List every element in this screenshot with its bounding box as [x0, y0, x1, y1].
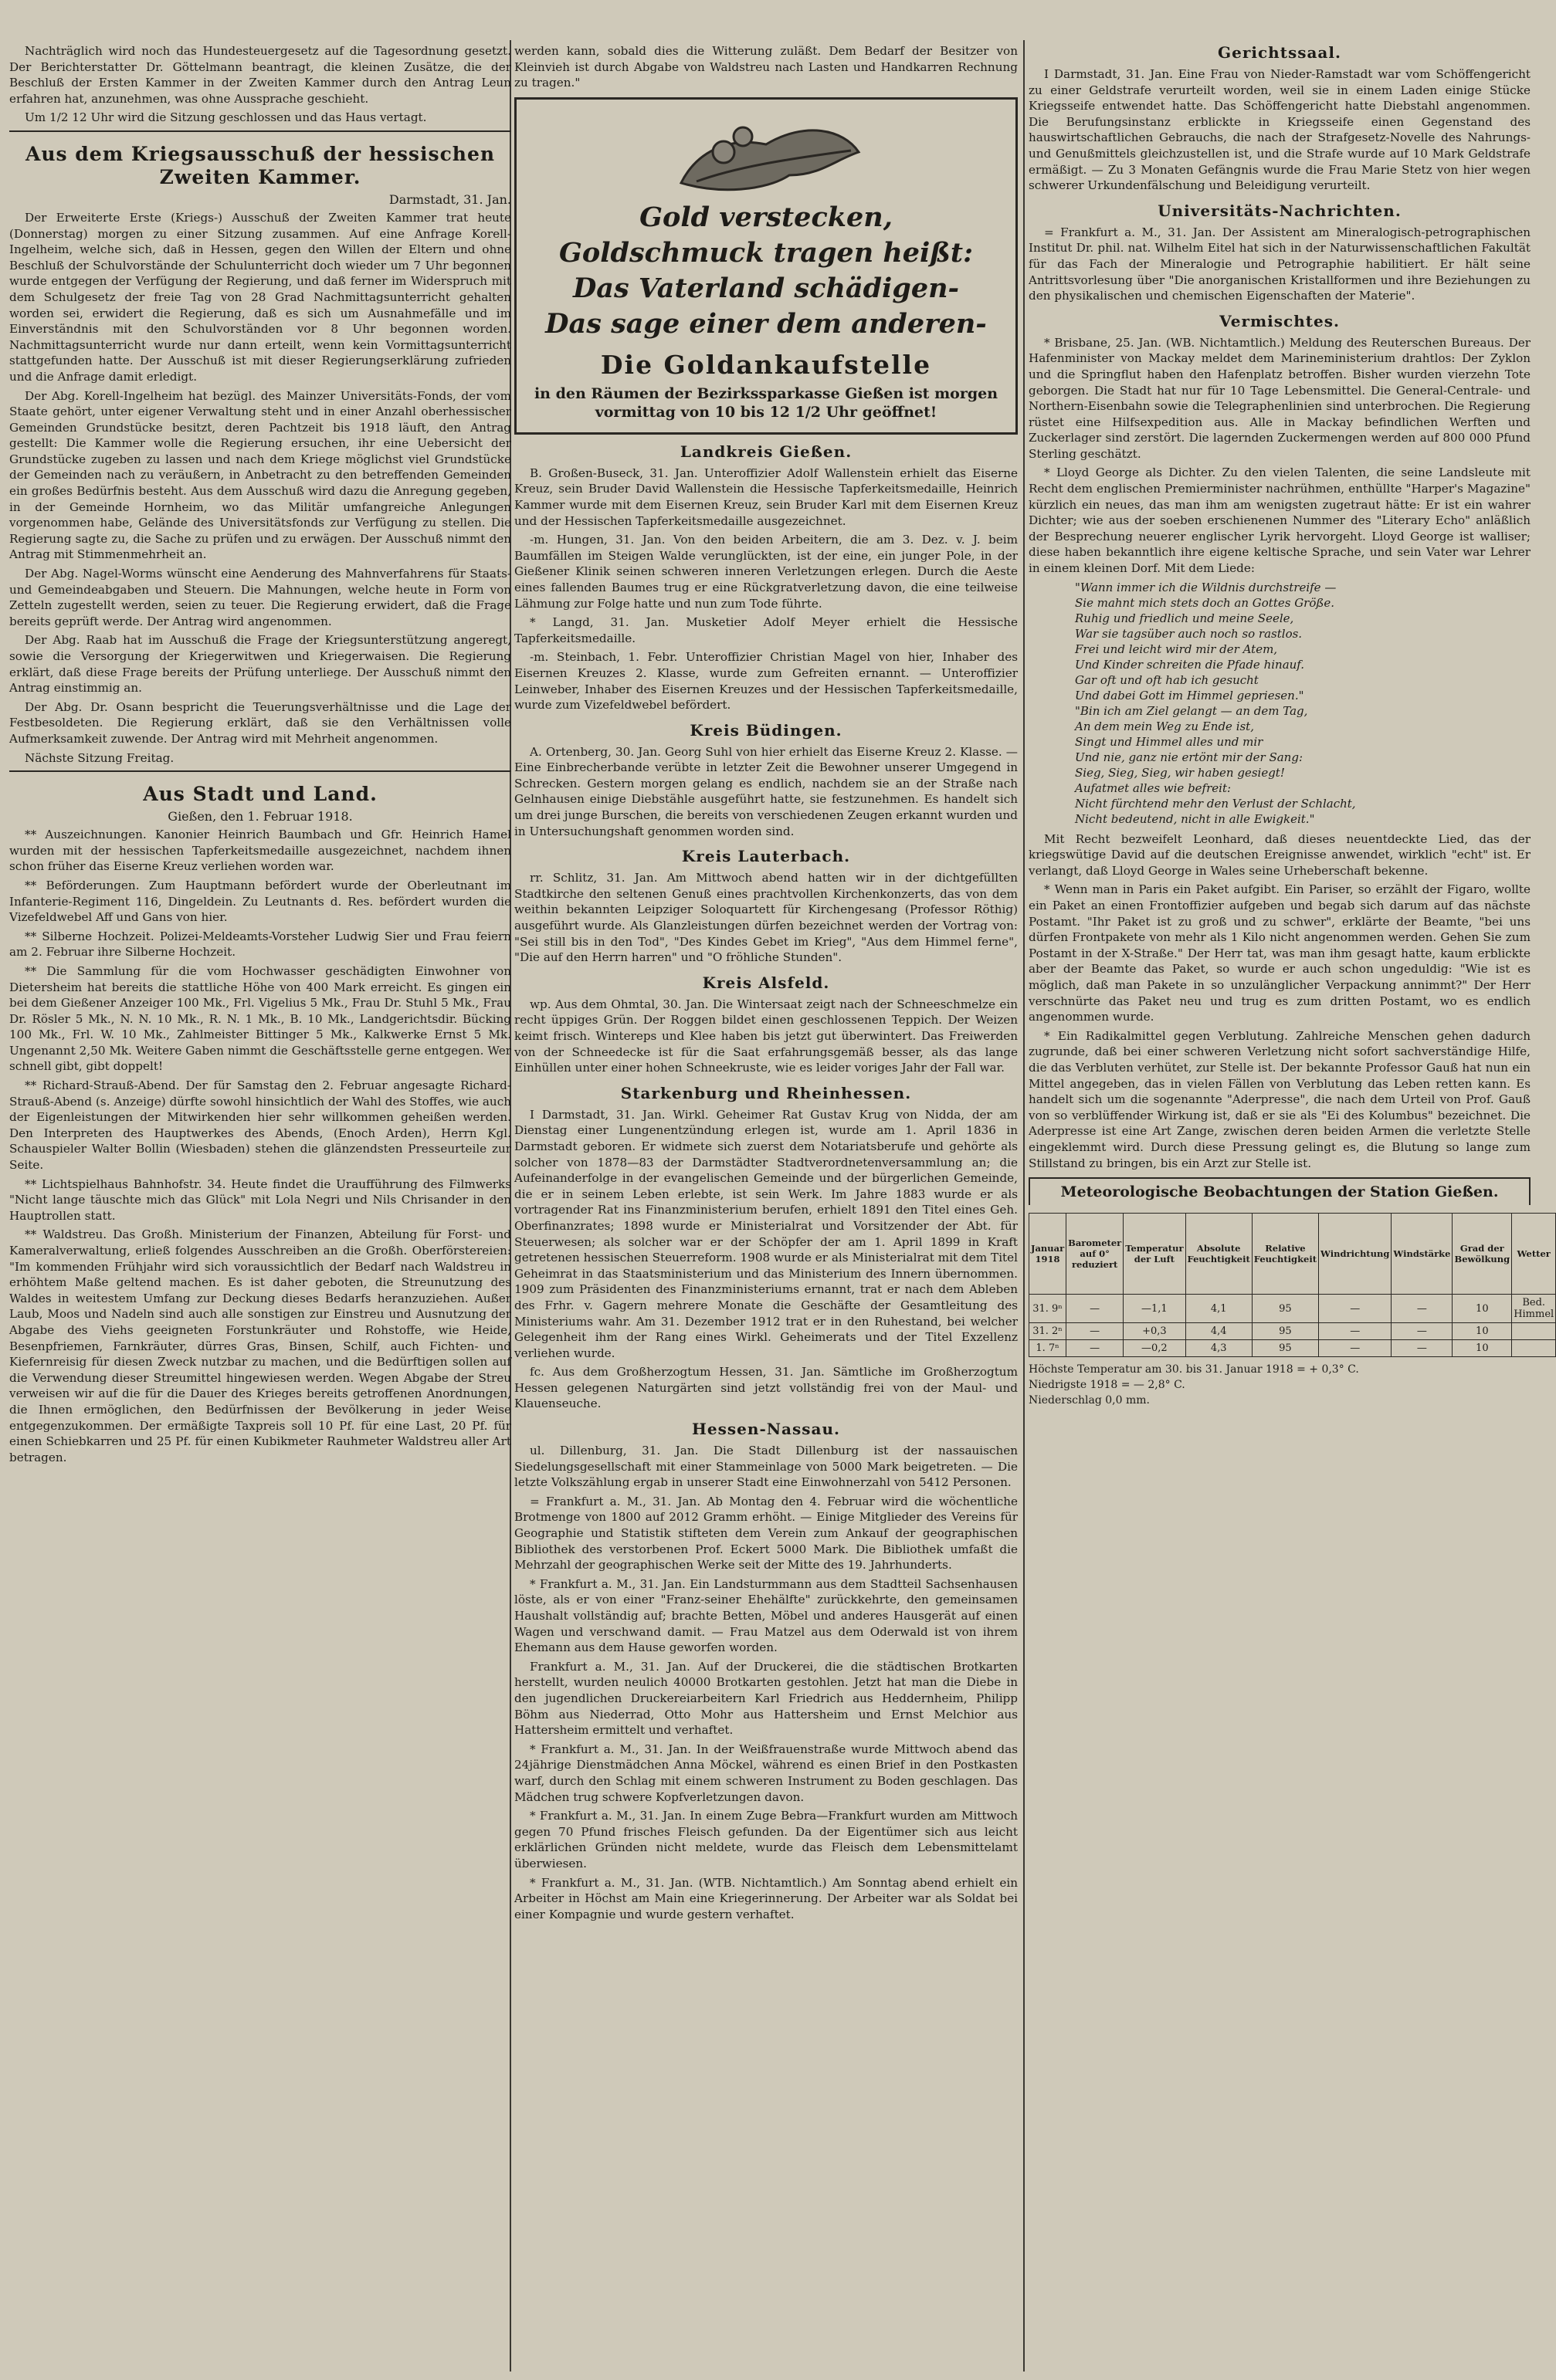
divider [9, 770, 511, 772]
article-paragraph: ** Die Sammlung für die vom Hochwasser geschädigten Einwohner von Dietersheim hat bereits die stattliche Höhe von 400 Mark erreicht. Es gingen ein bei dem Gießener Anzeiger 100 Mk., Frl. Vigelius 5 Mk., Frau Dr. Stuhl 5 Mk., Frau Dr. Rösler 5 Mk., N. N. 10 Mk., R. N. 1 Mk., B. 10 Mk., Landgerichtsdir. Bücking 100 Mk., Frl. W. 10 Mk., Zahlmeister Bittinger 5 Mk., Kalkwerke Ernst 5 Mk. Ungenannt 2,50 Mk. Weitere Gaben nimmt die Geschäftsstelle gerne entgegen. Wer schnell gibt, gibt doppelt! [9, 963, 511, 1074]
table-cell: — [1392, 1323, 1453, 1340]
poem-line: "Wann immer ich die Wildnis durchstreife — [1075, 580, 1337, 594]
table-cell [1512, 1340, 1556, 1357]
meteo-header: Januar 1918 [1029, 1214, 1066, 1295]
article-paragraph: Frankfurt a. M., 31. Jan. Auf der Druckerei, die die städtischen Brotkarten herstellt, wurden neulich 40000 Brotkarten gestohlen. Jetzt hat man die Diebe in den jugendlichen Druckereiarbeitern Karl Friedrich aus Heddernheim, Philipp Böhm aus Niederrad, Otto Mohr aus Hattersheim und Ernst Melchior aus Hattersheim ermittelt und verhaftet. [514, 1659, 1018, 1738]
article-paragraph: -m. Steinbach, 1. Febr. Unteroffizier Christian Magel von hier, Inhaber des Eisernen Kreuzes 2. Klasse, wurde zum Gefreiten ernannt. — Unteroffizier Leinweber, Inhaber des Eisernen Kreuzes und der Hessischen Tapferkeitsmedaille, wurde zum Vizefeldwebel befördert. [514, 650, 1018, 713]
article-paragraph: Mit Recht bezweifelt Leonhard, daß dieses neuentdeckte Lied, das der kriegswütige David auf die deutschen Ereignisse anwendet, wirklich "echt" ist. Er verlangt, daß Lloyd George in Wales seine Urheberschaft bekenne. [1029, 831, 1531, 878]
article-paragraph: * Ein Radikalmittel gegen Verblutung. Zahlreiche Menschen gehen dadurch zugrunde, daß bei einer schweren Verletzung nicht sofort sachverständige Hilfe, die das Verbluten verhütet, zur Stelle ist. Der bekannte Professor Gauß hat nun ein Mittel angegeben, das in vielen Fällen von Verblutung das Leben retten kann. Es handelt sich um die sogenannte "Aderpresse", die nach dem Urteil von Prof. Gauß von so verblüffender Wirkung ist, daß er sie als "Ei des Kolumbus" bezeichnet. Die Aderpresse ist eine Art Zange, zwischen deren beiden Armen die verletzte Stelle eingeklemmt wird. Durch diese Pressung gelingt es, die Blutung so lange zum Stillstand zu bringen, bis ein Arzt zur Stelle ist. [1029, 1028, 1531, 1170]
article-paragraph: ** Auszeichnungen. Kanonier Heinrich Baumbach und Gfr. Heinrich Hamel wurden mit der hessischen Tapferkeitsmedaille ausgezeichnet, nachdem ihnen schon früher das Eiserne Kreuz verliehen worden war. [9, 828, 511, 874]
article-paragraph: * Lloyd George als Dichter. Zu den vielen Talenten, die seine Landsleute mit Recht dem englischen Premierminister nachrühmen, enthüllte "Harper's Magazine" kürzlich ein neues, das man ihm am wenigsten zugetraut hätte: Er ist ein wahrer Dichter; wie aus der soeben erschienenen Nummer des "Literary Echo" anläßlich der Besprechung neuerer englischer Lyrik hervorgeht. Lloyd George ist walliser; diese haben bekanntlich ihre eigene keltische Sprache, und sein Vater war Lehrer in einem kleinen Dorf. Mit dem Liede: [1029, 466, 1531, 576]
table-cell: 4,3 [1185, 1340, 1252, 1357]
table-cell: 95 [1252, 1340, 1318, 1357]
section-title: Universitäts-Nachrichten. [1158, 201, 1402, 220]
meteo-table [1029, 1213, 1556, 1357]
article-paragraph: Der Abg. Nagel-Worms wünscht eine Aenderung des Mahnverfahrens für Staats- und Gemeindeabgaben und Steuern. Die Mahnungen, welche heute in Form von Zetteln zugestellt werden, seien zu teuer. Die Regierung erwidert, daß die Frage bereits geprüft werde. Der Antrag wird angenommen. [9, 567, 511, 628]
article-paragraph: A. Ortenberg, 30. Jan. Georg Suhl von hier erhielt das Eiserne Kreuz 2. Klasse. — Eine Einbrecherbande verübte in letzter Zeit die Bewohner unserer Umgegend in Schrecken. Gestern morgen gelang es endlich, nachdem sie an der Straße nach Gelnhausen einige Diebstähle ausgeführt hatte, sie festzunehmen. Es handelt sich um drei junge Burschen, die bereits von verschiedenen Zeugen erkannt wurden und in Untersuchungshaft genommen worden sind. [514, 744, 1018, 838]
meteo-header: Windrichtung [1319, 1214, 1392, 1295]
section-title: Gerichtssaal. [1218, 43, 1341, 62]
table-cell: 95 [1252, 1323, 1318, 1340]
column-left [9, 43, 511, 1468]
intro-paragraph: Nachträglich wird noch das Hundesteuergesetz auf die Tagesordnung gesetzt. Der Berichterstatter Dr. Göttelmann beantragt, die kleinen Zusätze, die der Beschluß der Ersten Kammer in der Zweiten Kammer durch den Antrag Leun erfahren hat, anzunehmen, was ohne Aussprache geschieht. [9, 44, 511, 106]
article-paragraph: Der Abg. Dr. Osann bespricht die Teuerungsverhältnisse und die Lage der Festbesoldeten. Die Regierung erklärt, daß sie den Verhältnissen volle Aufmerksamkeit zuwende. Der Antrag wird mit Mehrheit angenommen. [9, 699, 511, 746]
meteo-header: Wetter [1512, 1214, 1556, 1295]
table-cell: — [1319, 1323, 1392, 1340]
column-right [1029, 43, 1554, 1408]
meteo-precipitation: Niederschlag 0,0 mm. [1029, 1394, 1150, 1407]
dateline: Darmstadt, 31. Jan. [388, 191, 511, 207]
ad-slogan: Goldschmuck tragen heißt: [558, 236, 974, 269]
table-cell: —0,2 [1124, 1340, 1185, 1357]
article-paragraph: I Darmstadt, 31. Jan. Wirkl. Geheimer Rat Gustav Krug von Nidda, der am Dienstag einer Lungenentzündung erlegen ist, wurde am 1. April 1836 in Darmstadt geboren. Er widmete sich zuerst dem Notariatsberufe und gehörte als solcher von 1878—83 der Darmstädter Stadtverordnetenversammlung an; die Aufeinanderfolge in der evangelischen Gemeinde und der bürgerlichen Gemeinde, die er in seinem Leben erlebte, ist sein Werk. Im Jahre 1883 wurde er als vortragender Rat ins Finanzministerium berufen, erhielt 1891 den Titel eines Geh. Oberfinanzrates; 1898 wurde er Ministerialrat und Vorsitzender der Abt. für Steuerwesen; als solcher war er der Schöpfer der am 1. April 1899 in Kraft getretenen hessischen Steuerreform. 1908 wurde er als Ministerialrat mit dem Titel Geheimrat in das Staatsministerium und das Ministerium des Innern übernommen. 1909 zum Präsidenten des Finanzministeriums ernannt, trat er nach dem Ableben des Frhr. v. Gagern mehrere Monate die Geschäfte der Gesamtleitung des Ministeriums wahr. Am 31. Dezember 1912 trat er in den Ruhestand, bei welcher Gelegenheit ihm der Rang eines Wirkl. Geheimerats und der Titel Exzellenz verliehen wurde. [514, 1107, 1018, 1360]
headline-kriegsausschuss: Aus dem Kriegsausschuß der hessischen Zweiten Kammer. [25, 142, 496, 188]
article-paragraph: ** Richard-Strauß-Abend. Der für Samstag den 2. Februar angesagte Richard-Strauß-Abend (s. Anzeige) dürfte sowohl hinsichtlich der Wahl des Stoffes, wie auch der Eigenleistungen der Mitwirkenden hier sehr willkommen geheißen werden. Den Interpreten des Hauptwerkes des Abends, (Enoch Arden), Herrn Kgl. Schauspieler Walter Bollin (Wiesbaden) stehen die glänzendsten Presseurteile zur Seite. [9, 1078, 511, 1173]
article-paragraph: werden kann, sobald dies die Witterung zuläßt. Dem Bedarf der Besitzer von Kleinvieh ist durch Abgabe von Waldstreu nach Lasten und Handkarren Rechnung zu tragen." [514, 44, 1018, 90]
article-paragraph: Nächste Sitzung Freitag. [25, 750, 175, 765]
headline-stadt-und-land: Aus Stadt und Land. [143, 783, 378, 806]
poem-line: Und nie, ganz nie ertönt mir der Sang: [1075, 750, 1303, 764]
article-paragraph: Der Erweiterte Erste (Kriegs-) Ausschuß der Zweiten Kammer trat heute (Donnerstag) morgen zu einer Sitzung zusammen. Auf eine Anfrage Korell-Ingelheim, welche sich, daß in Hessen, gegen den Willen der Eltern und ohne Beschluß der Schulvorstände der Schulunterricht doch wieder um 7 Uhr begonnen wurde entgegen der Verfügung der Regierung, und daß ferner im Widerspruch mit dem Schulgesetz der freie Tag von 28 Grad Nachmittagsunterricht gehalten worden sei, erwidert die Regierung, daß es sich um Ausnahmefälle und im Einverständnis mit den Schulvorständen vor 8 Uhr begonnen worden. Nachmittagsunterricht wurde nur dann erteilt, wenn kein Vormittagsunterricht stattgefunden hatte. Der Ausschuß ist mit dieser Regierungserklärung zufrieden und die Anfrage damit erledigt. [9, 210, 511, 384]
table-cell: 4,1 [1185, 1295, 1252, 1323]
table-cell: 31. 2ⁿ [1029, 1323, 1066, 1340]
poem-line: Aufatmet alles wie befreit: [1075, 780, 1232, 795]
table-cell: 10 [1453, 1323, 1512, 1340]
table-row [1029, 1340, 1556, 1357]
section-title: Vermischtes. [1219, 311, 1340, 330]
article-paragraph: B. Großen-Buseck, 31. Jan. Unteroffizier Adolf Wallenstein erhielt das Eiserne Kreuz, sein Bruder David Wallenstein die Hessische Tapferkeitsmedaille, Heinrich Kammer wurde mit dem Eisernen Kreuz, sein Bruder Karl mit dem Eisernen Kreuz und der Hessischen Tapferkeitsmedaille ausgezeichnet. [514, 466, 1018, 528]
table-cell: 31. 9ⁿ [1029, 1295, 1066, 1323]
meteo-max-label: Höchste Temperatur am 30. bis 31. Januar 1918 [1029, 1363, 1293, 1376]
meteo-header: Grad der Bewölkung [1453, 1214, 1512, 1295]
meteo-header: Absolute Feuchtigkeit [1185, 1214, 1252, 1295]
article-paragraph: I Darmstadt, 31. Jan. Eine Frau von Nieder-Ramstadt war vom Schöffengericht zu einer Geldstrafe verurteilt worden, weil sie in einem Laden einige Stücke Kriegsseife entwendet hatte. Das Schöffengericht hatte Diebstahl angenommen. Die Berufungsinstanz erblickte in Kriegsseife einen Gegenstand des hauswirtschaftlichen Gebrauchs, die nach der Strafgesetz-Novelle des Nahrungs- und Genußmittels gleichzustellen ist, und die Strafe wurde auf 10 Mark Geldstrafe ermäßigt. — Zu 3 Monaten Gefängnis wurde die Frau Marie Stetz von hier wegen schwerer Urkundenfälschung und Beleidigung verurteilt. [1029, 67, 1531, 193]
meteo-header: Barometer auf 0° reduziert [1066, 1214, 1124, 1295]
poem-line: Sieg, Sieg, Sieg, wir haben gesiegt! [1075, 765, 1285, 780]
meteo-header: Temperatur der Luft [1124, 1214, 1185, 1295]
ad-body: in den Räumen der Bezirkssparkasse Gießen ist morgen vormittag von 10 bis 12 1/2 Uhr geöffnet! [534, 384, 998, 421]
meteo-min-label: Niedrigste [1029, 1379, 1087, 1392]
article-paragraph: ** Beförderungen. Zum Hauptmann befördert wurde der Oberleutnant im Infanterie-Regiment 116, Dingeldein. Zu Leutnants d. Res. befördert wurden die Vizefeldwebel Aff und Gans von hier. [9, 878, 511, 925]
table-cell: 10 [1453, 1295, 1512, 1323]
poem-line: Sie mahnt mich stets doch an Gottes Größe. [1075, 595, 1335, 610]
poem-line: Und Kinder schreiten die Pfade hinauf. [1075, 657, 1305, 672]
article-paragraph: * Frankfurt a. M., 31. Jan. In einem Zuge Bebra—Frankfurt wurden am Mittwoch gegen 70 Pfund frisches Fleisch gefunden. Da der Eigentümer sich aus leicht erklärlichen Gründen nicht meldete, wurde das Fleisch dem Lebensmittelamt überwiesen. [514, 1809, 1018, 1870]
table-cell: 1. 7ⁿ [1029, 1340, 1066, 1357]
table-cell: — [1066, 1295, 1124, 1323]
dateline: Gießen, den 1. Februar 1918. [168, 809, 353, 824]
section-title: Hessen-Nassau. [692, 1420, 840, 1439]
poem-line: War sie tagsüber auch noch so rastlos. [1075, 626, 1303, 641]
section-title: Kreis Lauterbach. [681, 847, 851, 866]
table-row [1029, 1323, 1556, 1340]
table-row [1029, 1295, 1556, 1323]
meteo-min-value: = — 2,8° C. [1120, 1379, 1185, 1392]
poem-line: Frei und leicht wird mir der Atem, [1075, 642, 1278, 656]
table-cell: — [1392, 1340, 1453, 1357]
article-paragraph: * Brisbane, 25. Jan. (WB. Nichtamtlich.) Meldung des Reuterschen Bureaus. Der Hafenminister von Mackay meldet dem Marineministerium drahtlos: Der Zyklon und die Springflut haben den Hafenplatz betroffen. Bisher wurden vierzehn Tote geborgen. Die Stadt hat nur für 10 Tage Lebensmittel. Die General-Centrale- und Northern-Eisenbahn sowie die Telegraphenlinien sind unterbrochen. Die Regierung rüstet eine Hilfsexpedition aus. Alle in Mackay befindlichen Werften und Zuckerlager sind zerstört. Die lagernden Zuckermengen werden auf 800 000 Pfund Sterling geschätzt. [1029, 335, 1531, 461]
article-paragraph: Der Abg. Korell-Ingelheim hat bezügl. des Mainzer Universitäts-Fonds, der vom Staate gehört, unter eigener Verwaltung steht und in einer Anzahl oberhessischer Gemeinden Grundstücke besitzt, deren Pachtzeit bis 1918 läuft, den Antrag gestellt: Die Kammer wolle die Regierung ersuchen, ihr eine Uebersicht der Grundstücke zugeben zu lassen und nach dem Kriege möglichst viel Grundstücke der Gemeinden nach zu veräußern, in Anbetracht zu den betreffenden Gemeinden ein großes Bedürfnis besteht. Aus dem Ausschuß wird dazu die Anregung gegeben, in der Gemeinde Hornheim, wo das Militär umfangreiche Anlegungen vorgenommen habe, Gelände des Universitätsfonds zur Verfügung zu stellen. Die Regierung sagte zu, die Sache zu prüfen und zu erwägen. Der Ausschuß nimmt den Antrag mit Stimmenmehrheit an. [9, 388, 511, 562]
poem-line: Und dabei Gott im Himmel gepriesen." [1075, 688, 1304, 702]
table-cell [1512, 1323, 1556, 1340]
article-paragraph: ** Lichtspielhaus Bahnhofstr. 34. Heute findet die Uraufführung des Filmwerks "Nicht lange täuschte mich das Glück" mit Lola Negri und Nils Chrisander in den Hauptrollen statt. [9, 1176, 511, 1223]
ad-slogan: Das sage einer dem anderen- [545, 307, 987, 340]
table-cell: — [1066, 1340, 1124, 1357]
section-title: Landkreis Gießen. [680, 442, 853, 461]
column-middle [514, 43, 1018, 1925]
table-cell: — [1319, 1295, 1392, 1323]
article-paragraph: ** Waldstreu. Das Großh. Ministerium der Finanzen, Abteilung für Forst- und Kameralverwaltung, erließ folgendes Ausschreiben an die Großh. Oberförstereien: "Im kommenden Frühjahr wird sich voraussichtlich der Bedarf nach Waldstreu in erhöhtem Maße geltend machen. Es ist daher geboten, die Streunutzung des Waldes in weitestem Umfang zur Deckung dieses Bedarfs heranzuziehen. Außer Laub, Moos und Nadeln sind auch alle sonstigen zur Einstreu und Ausnutzung der Abgabe des Viehs geeigneten Forstunkräuter und Rohstoffe, wie Heide, Besenpfriemen, Farnkräuter, dürres Gras, Binsen, Schilf, auch Fichten- und Kiefernreisig für diesen Zweck nutzbar zu machen, und die Bedürftigen sollen auf die Verwendung dieser Streumittel hingewiesen werden. Wegen Abgabe der Streu verweisen wir auf die für die Dauer des Krieges bereits getroffenen Anordnungen, die Ihnen ermöglichen, den Bedürfnissen der Bevölkerung in jeder Weise entgegenzukommen. Der ermäßigte Taxpreis soll 10 Pf. für eine Last, 20 Pf. für einen Schiebkarren und 25 Pf. für einen Kubikmeter Rauhmeter Waldstreu aller Art betragen. [9, 1227, 511, 1464]
article-paragraph: ** Silberne Hochzeit. Polizei-Meldeamts-Vorsteher Ludwig Sier und Frau feiern am 2. Februar ihre Silberne Hochzeit. [9, 929, 511, 960]
ad-slogan: Das Vaterland schädigen- [572, 272, 960, 304]
section-title: Kreis Alsfeld. [702, 973, 830, 992]
article-paragraph: Der Abg. Raab hat im Ausschuß die Frage der Kriegsunterstützung angeregt, sowie die Versorgung der Kriegerwitwen und Kriegerwaisen. Die Regierung erklärt, daß diese Frage bereits der Prüfung unterliege. Der Ausschuß nimmt den Antrag einstimmig an. [9, 633, 511, 696]
table-cell: 95 [1252, 1295, 1318, 1323]
meteo-max-value: = + 0,3° C. [1297, 1363, 1359, 1376]
table-cell: — [1319, 1340, 1392, 1357]
ad-title: Die Goldankaufstelle [600, 349, 932, 380]
article-paragraph: * Frankfurt a. M., 31. Jan. Ein Landsturmmann aus dem Stadtteil Sachsenhausen löste, als er von einer "Franz-seiner Ehehälfte" zurückkehrte, den gemeinsamen Haushalt vollständig auf; brachte Betten, Möbel und anderes Hausgerät auf einen Wagen und verschwand damit. — Frau Matzel aus dem Oderwald ist von ihrem Ehemann aus dem Hause geworfen worden. [514, 1576, 1018, 1655]
oak-leaf-icon [650, 106, 882, 198]
poem-line: Nicht bedeutend, nicht in alle Ewigkeit." [1075, 811, 1315, 826]
meteo-header: Relative Feuchtigkeit [1252, 1214, 1318, 1295]
poem-line: Nicht fürchtend mehr den Verlust der Schlacht, [1075, 796, 1356, 811]
poem [1075, 580, 1531, 827]
meteo-header: Windstärke [1392, 1214, 1453, 1295]
article-paragraph: ul. Dillenburg, 31. Jan. Die Stadt Dillenburg ist der nassauischen Siedelungsgesellschaft mit einer Stammeinlage von 5000 Mark beigetreten. — Die letzte Volkszählung ergab in unserer Stadt eine Einwohnerzahl von 5412 Personen. [514, 1444, 1018, 1490]
article-paragraph: * Wenn man in Paris ein Paket aufgibt. Ein Pariser, so erzählt der Figaro, wollte ein Paket an einen Frontoffizier aufgeben und begab sich darum auf das nächste Postamt. "Ihr Paket ist zu groß und zu schwer", erklärte der Beamte, "bei uns dürfen Frontpakete von mehr als 1 Kilo nicht angenommen werden. Gehen Sie zum Postamt in der X-Straße." Der Herr tat, was man ihm gesagt hatte, kaum erblickte aber der Beamte das Paket, so wurde er auch schon ungeduldig: "Wie ist es möglich, daß man Pakete in so unzulänglicher Verpackung annimmt?" Der Herr verschnürte das Paket neu und trug es zum dritten Postamt, wo es endlich angenommen wurde. [1029, 882, 1531, 1024]
table-cell: — [1066, 1323, 1124, 1340]
meteo-title: Meteorologische Beobachtungen der Station Gießen. [1029, 1177, 1531, 1205]
divider [9, 130, 511, 132]
goldankauf-advertisement [514, 97, 1018, 435]
article-paragraph: = Frankfurt a. M., 31. Jan. Ab Montag den 4. Februar wird die wöchentliche Brotmenge von 1800 auf 2012 Gramm erhöht. — Einige Mitglieder des Vereins für Geographie und Statistik stifteten dem Verein zum Ankauf der geographischen Bibliothek des verstorbenen Prof. Eckert 5000 Mark. Die Bibliothek umfaßt die Mehrzahl der geographischen Werke seit der Mitte des 19. Jahrhunderts. [514, 1494, 1018, 1573]
poem-line: "Bin ich am Ziel gelangt — an dem Tag, [1075, 703, 1308, 718]
table-cell: — [1392, 1295, 1453, 1323]
ad-slogan: Gold verstecken, [639, 201, 893, 233]
poem-line: Gar oft und oft hab ich gesucht [1075, 672, 1259, 687]
article-paragraph: fc. Aus dem Großherzogtum Hessen, 31. Jan. Sämtliche im Großherzogtum Hessen gelegenen Naturgärten sind jetzt vollständig frei von der Maul- und Klauenseuche. [514, 1365, 1018, 1411]
table-cell: Bed. Himmel [1512, 1295, 1556, 1323]
article-paragraph: * Frankfurt a. M., 31. Jan. (WTB. Nichtamtlich.) Am Sonntag abend erhielt ein Arbeiter in Höchst am Main eine Kriegerinnerung. Der Arbeiter war als Soldat bei einer Kompagnie und wurde gestern verhaftet. [514, 1875, 1018, 1921]
table-cell: —1,1 [1124, 1295, 1185, 1323]
section-title: Starkenburg und Rheinhessen. [620, 1083, 912, 1102]
article-paragraph: -m. Hungen, 31. Jan. Von den beiden Arbeitern, die am 3. Dez. v. J. beim Baumfällen im Steigen Walde verunglückten, ist der eine, ein junger Pole, in der Gießener Klinik seinen schweren inneren Verletzungen erlegen. Durch die Aeste eines fallenden Baumes trug er eine Rückgratverletzung davon, die eine teilweise Lähmung zur Folge hatte und nun zum Tode führte. [514, 533, 1018, 611]
intro-paragraph: Um 1/2 12 Uhr wird die Sitzung geschlossen und das Haus vertagt. [25, 110, 427, 125]
article-paragraph: * Langd, 31. Jan. Musketier Adolf Meyer erhielt die Hessische Tapferkeitsmedaille. [514, 615, 1018, 645]
article-paragraph: = Frankfurt a. M., 31. Jan. Der Assistent am Mineralogisch-petrographischen Institut Dr. phil. nat. Wilhelm Eitel hat sich in der Naturwissenschaftlichen Fakultät für das Fach der Mineralogie und Petrographie habilitiert. Er hält seine Antrittsvorlesung über "Die anorganischen Kristallformen und ihre Beziehungen zu den physikalischen und chemischen Eigenschaften der Materie". [1029, 225, 1531, 303]
table-cell: 10 [1453, 1340, 1512, 1357]
table-cell: +0,3 [1124, 1323, 1185, 1340]
poem-line: Ruhig und friedlich und meine Seele, [1075, 611, 1294, 625]
column-divider [1023, 40, 1025, 2372]
poem-line: Singt und Himmel alles und mir [1075, 734, 1263, 749]
meteo-footer [1029, 1362, 1531, 1408]
article-paragraph: rr. Schlitz, 31. Jan. Am Mittwoch abend hatten wir in der dichtgefüllten Stadtkirche den seltenen Genuß eines prachtvollen Kirchenkonzerts, das von dem weithin bekannten Leipziger Soloquartett für Kirchengesang (Professor Röthig) ausgeführt wurde. Als Glanzleistungen dürfen bezeichnet werden der Vortrag von: "Sei still bis in den Tod", "Des Kindes Gebet im Krieg", "Aus dem Himmel ferne", "Die auf den Herrn harren" und "O fröhliche Stunden". [514, 871, 1018, 965]
article-paragraph: * Frankfurt a. M., 31. Jan. In der Weißfrauenstraße wurde Mittwoch abend das 24jährige Dienstmädchen Anna Möckel, während es einen Brief in den Postkasten warf, durch den Schlag mit einem schweren Instrument zu Boden geschlagen. Das Mädchen trug schwere Kopfverletzungen davon. [514, 1742, 1018, 1804]
section-title: Kreis Büdingen. [690, 720, 842, 740]
article-paragraph: wp. Aus dem Ohmtal, 30. Jan. Die Wintersaat zeigt nach der Schneeschmelze ein recht üppiges Grün. Der Roggen bildet einen geschlossenen Teppich. Der Weizen keimt frisch. Wintereps und Klee haben bis jetzt gut überwintert. Das Freiwerden von der Schneedecke ist für die Saat erfahrungsgemäß besser, als das lange Einhüllen unter einer hohen Schneekruste, wie es leider voriges Jahr der Fall war. [514, 997, 1018, 1075]
meteo-min-year: 1918 [1090, 1379, 1118, 1392]
table-cell: 4,4 [1185, 1323, 1252, 1340]
poem-line: An dem mein Weg zu Ende ist, [1075, 719, 1254, 733]
